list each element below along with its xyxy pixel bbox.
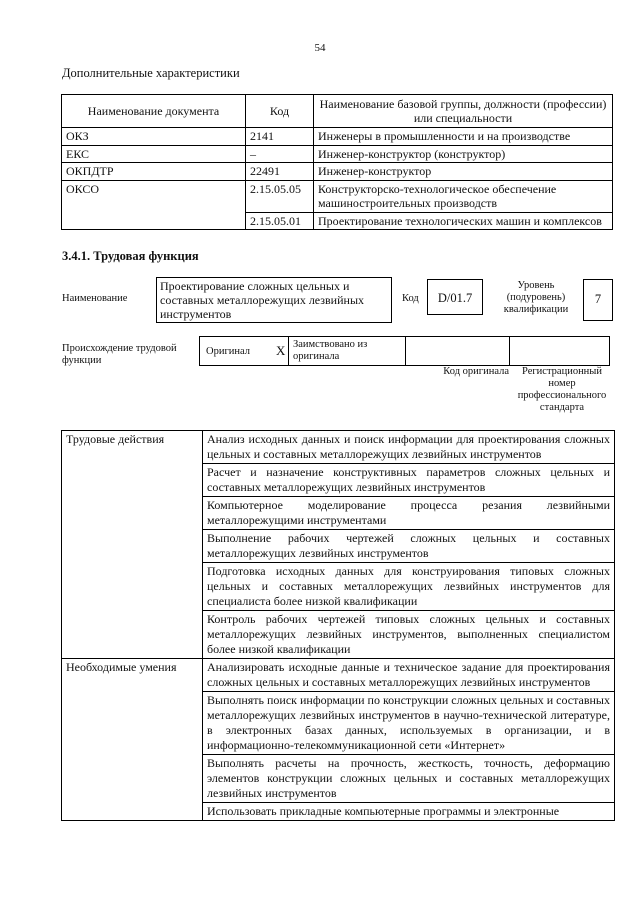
code-label: Код xyxy=(402,293,419,304)
group-title-actions: Трудовые действия xyxy=(62,431,203,659)
name-cell: Инженер-конструктор (конструктор) xyxy=(314,145,613,163)
function-title: 3.4.1. Трудовая функция xyxy=(62,249,199,263)
list-item: Выполнение рабочих чертежей сложных цельных и составных металлорежущих лезвийных инструментов xyxy=(203,530,615,563)
table-header-row xyxy=(62,95,613,128)
level-label: Уровень (подуровень) квалификации xyxy=(503,280,569,315)
borrowed-label: Заимствовано из оригинала xyxy=(293,339,368,362)
table-row xyxy=(62,431,615,464)
list-item: Подготовка исходных данных для конструирования типовых сложных цельных и составных металлорежущих лезвийных инструментов для специалиста более низкой квалификации xyxy=(203,563,615,611)
name-cell: Проектирование технологических машин и комплексов xyxy=(314,212,613,230)
group-title-skills: Необходимые умения xyxy=(62,659,203,821)
reg-number-label: Регистрационный номер профессионального стандарта xyxy=(517,366,607,413)
name-cell: Конструкторско-технологическое обеспечение машиностроительных производств xyxy=(314,180,613,212)
documents-table xyxy=(61,94,613,230)
table-row xyxy=(62,180,613,212)
list-item: Выполнять расчеты на прочность, жесткость, точность, деформацию элементов конструкции сложных цельных и составных металлорежущих лезвийных инструментов xyxy=(203,755,615,803)
doc-cell: ЕКС xyxy=(62,145,246,163)
function-name-box: Проектирование сложных цельных и составных металлорежущих лезвийных инструментов xyxy=(156,277,392,323)
code-cell: 22491 xyxy=(246,163,314,181)
origin-label: Происхождение трудовой функции xyxy=(62,343,177,366)
name-cell: Инженер-конструктор xyxy=(314,163,613,181)
divider xyxy=(509,336,510,366)
code-cell: – xyxy=(246,145,314,163)
header-name: Наименование базовой группы, должности (профессии) или специальности xyxy=(314,95,613,128)
table-row xyxy=(62,128,613,146)
doc-cell: ОКЗ xyxy=(62,128,246,146)
divider xyxy=(288,336,289,366)
list-item: Анализ исходных данных и поиск информации для проектирования сложных цельных и составных металлорежущих лезвийных инструментов xyxy=(203,431,615,464)
original-label: Оригинал xyxy=(206,346,250,357)
doc-cell: ОКСО xyxy=(62,180,246,230)
list-item: Выполнять поиск информации по конструкции сложных цельных и составных металлорежущих лезвийных инструментов в научно-технической литературе, в электронных базах данных, используемых в организации, и в информационно-телекоммуникационной сети «Интернет» xyxy=(203,692,615,755)
code-original-label: Код оригинала xyxy=(443,366,509,377)
list-item: Контроль рабочих чертежей типовых сложных цельных и составных металлорежущих лезвийных инструментов, выполненных специалистом более низкой квалификации xyxy=(203,611,615,659)
list-item: Использовать прикладные компьютерные программы и электронные xyxy=(203,803,615,821)
list-item: Расчет и назначение конструктивных параметров сложных цельных и составных металлорежущих лезвийных инструментов xyxy=(203,464,615,497)
table-row xyxy=(62,145,613,163)
header-document: Наименование документа xyxy=(62,95,246,128)
actions-table xyxy=(61,430,615,821)
list-item: Компьютерное моделирование процесса резания лезвийными металлорежущими инструментами xyxy=(203,497,615,530)
original-mark: X xyxy=(276,343,286,358)
divider xyxy=(405,336,406,366)
table-row xyxy=(62,163,613,181)
page-number: 54 xyxy=(314,42,326,54)
function-code-box: D/01.7 xyxy=(427,279,483,315)
code-cell: 2.15.05.05 xyxy=(246,180,314,212)
name-label: Наименование xyxy=(62,293,128,304)
header-code: Код xyxy=(246,95,314,128)
name-cell: Инженеры в промышленности и на производстве xyxy=(314,128,613,146)
doc-cell: ОКПДТР xyxy=(62,163,246,181)
section-title: Дополнительные характеристики xyxy=(62,66,240,80)
level-value-box: 7 xyxy=(583,279,613,321)
table-row xyxy=(62,659,615,692)
code-cell: 2.15.05.01 xyxy=(246,212,314,230)
list-item: Анализировать исходные данные и техническое задание для проектирования сложных цельных и составных металлорежущих лезвийных инструментов xyxy=(203,659,615,692)
code-cell: 2141 xyxy=(246,128,314,146)
